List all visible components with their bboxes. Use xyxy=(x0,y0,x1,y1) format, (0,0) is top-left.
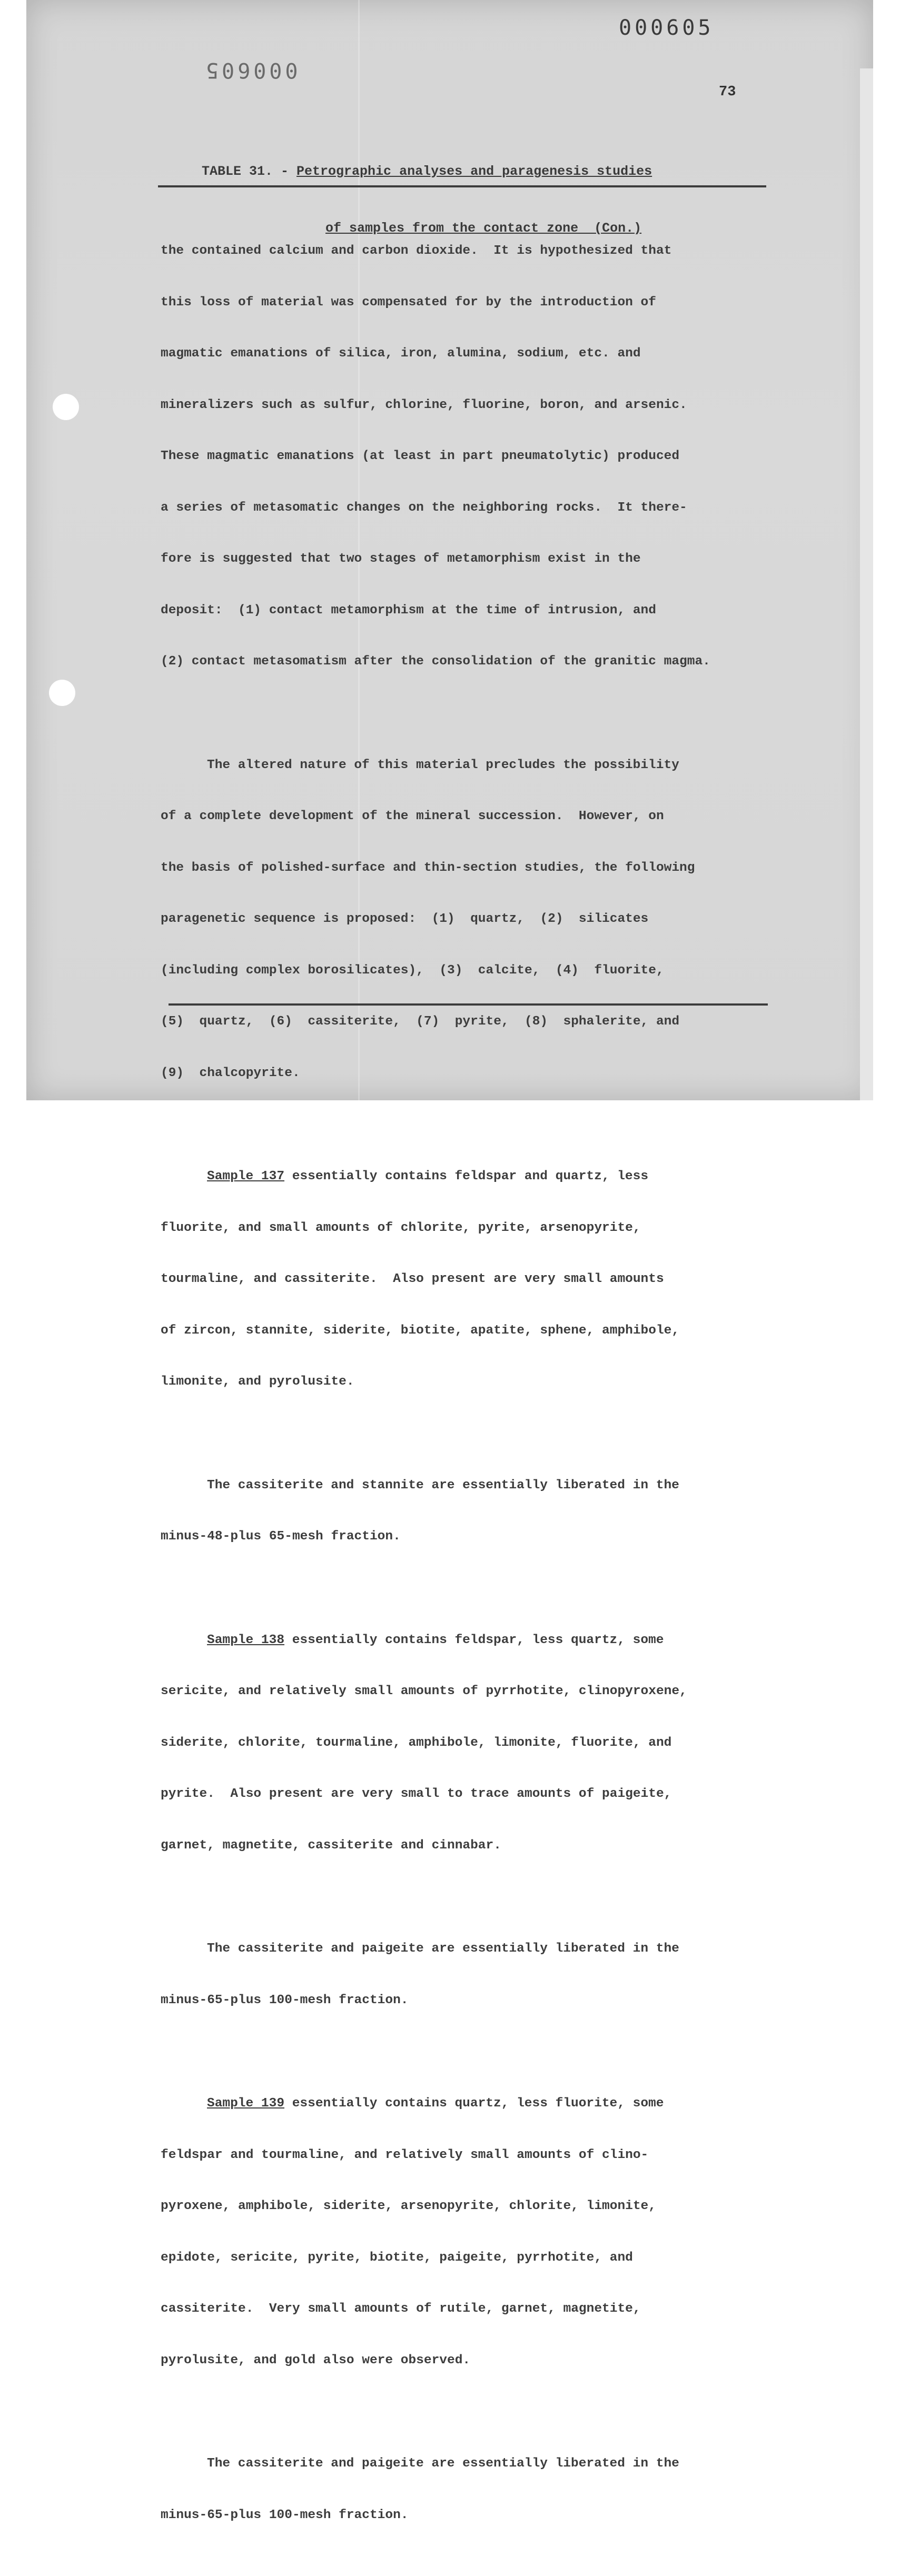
text-line: minus-65-plus 100-mesh fraction. xyxy=(161,1993,409,2007)
text-line: of zircon, stannite, siderite, biotite, apatite, sphene, amphibole, xyxy=(161,1323,680,1338)
text-line: pyrolusite, and gold also were observed. xyxy=(161,2353,471,2368)
text-line: fluorite, and small amounts of chlorite, pyrite, arsenopyrite, xyxy=(161,1220,641,1235)
table-label: TABLE 31. - xyxy=(202,164,297,179)
text-line: pyroxene, amphibole, siderite, arsenopyrite, chlorite, limonite, xyxy=(161,2199,656,2213)
top-rule xyxy=(158,185,766,187)
text-line: (9) chalcopyrite. xyxy=(161,1066,300,1080)
paper-edge xyxy=(860,68,873,1100)
table-title-line-1: Petrographic analyses and paragenesis studies xyxy=(296,164,652,179)
text-line: (5) quartz, (6) cassiterite, (7) pyrite, (8) sphalerite, and xyxy=(161,1015,680,1029)
paragraph-liberation-139 xyxy=(161,2421,793,2558)
text-line: limonite, and pyrolusite. xyxy=(161,1375,354,1389)
text-line: (including complex borosilicates), (3) calcite, (4) fluorite, xyxy=(161,963,664,978)
sample-label: Sample 139 xyxy=(207,2096,285,2111)
text-line: The altered nature of this material precludes the possibility xyxy=(207,758,679,772)
text-line: this loss of material was compensated for by the introduction of xyxy=(161,295,656,310)
sample-label: Sample 138 xyxy=(207,1633,285,1647)
text-line: The cassiterite and stannite are essentially liberated in the xyxy=(207,1478,679,1493)
text-line: cassiterite. Very small amounts of rutile, garnet, magnetite, xyxy=(161,2302,641,2316)
bottom-rule xyxy=(169,1003,768,1006)
body-text xyxy=(161,208,793,2576)
text-line: pyrite. Also present are very small to trace amounts of paigeite, xyxy=(161,1787,672,1801)
paragraph-sample-137 xyxy=(161,1134,793,1425)
text-line: essentially contains feldspar, less quartz, some xyxy=(284,1633,664,1647)
text-line: paragenetic sequence is proposed: (1) quartz, (2) silicates xyxy=(161,912,649,926)
text-line: The cassiterite and paigeite are essentially liberated in the xyxy=(207,2456,679,2471)
text-line: essentially contains feldspar and quartz, less xyxy=(284,1169,649,1183)
text-line: garnet, magnetite, cassiterite and cinnabar. xyxy=(161,1838,501,1853)
page-number: 73 xyxy=(719,84,736,100)
paragraph-sample-138 xyxy=(161,1598,793,1889)
paragraph-metasomatism xyxy=(161,208,793,705)
text-line: minus-65-plus 100-mesh fraction. xyxy=(161,2508,409,2522)
paragraph-sample-139 xyxy=(161,2061,793,2403)
text-line: the basis of polished-surface and thin-section studies, the following xyxy=(161,860,695,875)
punch-hole-bottom xyxy=(49,680,75,706)
paragraph-liberation-137 xyxy=(161,1443,793,1580)
document-number-stamp-inverted: 000605 xyxy=(203,58,298,82)
sample-label: Sample 137 xyxy=(207,1169,285,1183)
text-line: of a complete development of the mineral succession. However, on xyxy=(161,809,664,823)
text-line: magmatic emanations of silica, iron, alumina, sodium, etc. and xyxy=(161,346,641,361)
text-line: minus-48-plus 65-mesh fraction. xyxy=(161,1529,401,1544)
paragraph-liberation-138 xyxy=(161,1906,793,2043)
text-line: essentially contains quartz, less fluorite, some xyxy=(284,2096,664,2111)
table-title-line-2: of samples from the contact zone (Con.) xyxy=(325,221,642,236)
text-line: The cassiterite and paigeite are essentially liberated in the xyxy=(207,1942,679,1956)
text-line: epidote, sericite, pyrite, biotite, paigeite, pyrrhotite, and xyxy=(161,2250,633,2265)
document-number-stamp: 000605 xyxy=(619,16,714,40)
text-line: feldspar and tourmaline, and relatively small amounts of clino- xyxy=(161,2147,649,2162)
paragraph-paragenetic-sequence xyxy=(161,723,793,1117)
punch-hole-top xyxy=(53,394,79,420)
text-line: fore is suggested that two stages of metamorphism exist in the xyxy=(161,552,641,566)
text-line: deposit: (1) contact metamorphism at the time of intrusion, and xyxy=(161,603,656,618)
text-line: (2) contact metasomatism after the consolidation of the granitic magma. xyxy=(161,654,710,669)
text-line: sericite, and relatively small amounts of pyrrhotite, clinopyroxene, xyxy=(161,1684,687,1698)
text-line: mineralizers such as sulfur, chlorine, fluorine, boron, and arsenic. xyxy=(161,397,687,412)
text-line: tourmaline, and cassiterite. Also present are very small amounts xyxy=(161,1272,664,1286)
text-line: a series of metasomatic changes on the neighboring rocks. It there- xyxy=(161,500,687,515)
text-line: the contained calcium and carbon dioxide. It is hypothesized that xyxy=(161,244,672,258)
text-line: These magmatic emanations (at least in part pneumatolytic) produced xyxy=(161,449,680,463)
text-line: siderite, chlorite, tourmaline, amphibole, limonite, fluorite, and xyxy=(161,1735,672,1750)
